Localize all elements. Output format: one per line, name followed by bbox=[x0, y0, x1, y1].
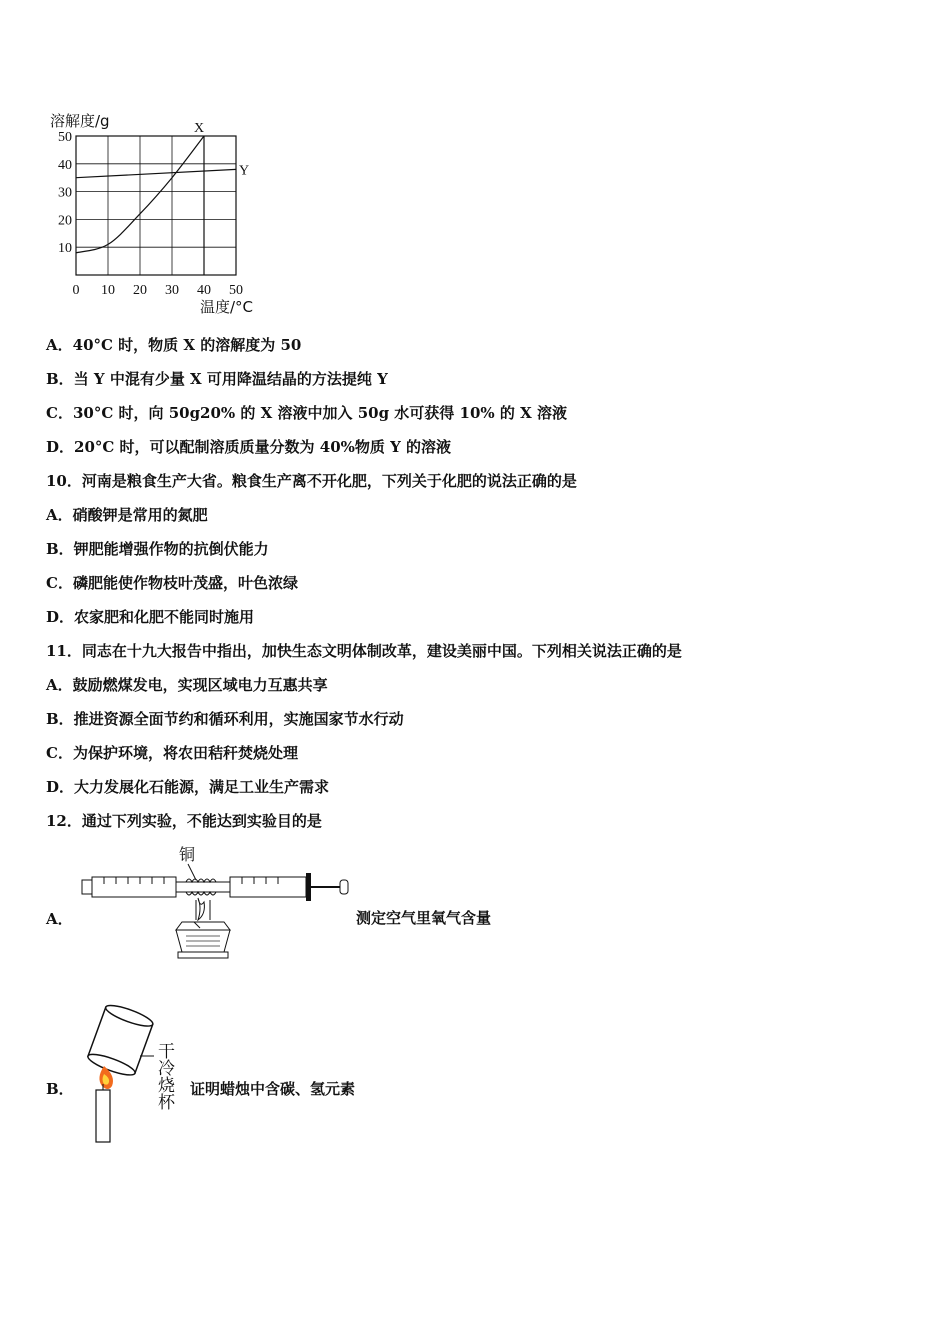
q10-option-b: B．钾肥能增强作物的抗倒伏能力 bbox=[46, 540, 269, 558]
x-tick-label: 40 bbox=[197, 283, 211, 298]
q12-stem: 12．通过下列实验，不能达到实验目的是 bbox=[46, 812, 322, 830]
solubility-chart bbox=[40, 108, 280, 323]
q9-option-d: D．20°C 时，可以配制溶质质量分数为 40%物质 Y 的溶液 bbox=[46, 438, 452, 456]
q11-option-d: D．大力发展化石能源，满足工业生产需求 bbox=[46, 778, 330, 796]
q10-stem: 10．河南是粮食生产大省。粮食生产离不开化肥，下列关于化肥的说法正确的是 bbox=[46, 472, 577, 490]
y-tick-label: 40 bbox=[58, 157, 72, 173]
y-tick-label: 10 bbox=[58, 241, 72, 257]
chart-ticks bbox=[58, 130, 243, 298]
y-tick-label: 20 bbox=[58, 213, 72, 229]
q10-option-c: C．磷肥能使作物枝叶茂盛，叶色浓绿 bbox=[46, 574, 298, 592]
y-tick-label: 50 bbox=[58, 130, 72, 145]
q11-option-a: A．鼓励燃煤发电，实现区域电力互惠共享 bbox=[46, 676, 328, 694]
x-tick-label: 0 bbox=[72, 283, 80, 298]
x-tick-label: 50 bbox=[229, 283, 243, 298]
chart-grid bbox=[76, 136, 236, 275]
series-y-line bbox=[76, 169, 236, 177]
dry-cold-beaker-label: 干冷烧杯 bbox=[154, 1042, 174, 1110]
q10-option-a: A．硝酸钾是常用的氮肥 bbox=[46, 506, 208, 524]
chart-series bbox=[76, 121, 249, 275]
y-tick-label: 30 bbox=[58, 185, 72, 201]
copper-label: 铜 bbox=[179, 845, 196, 864]
candle-beaker-diagram bbox=[74, 1004, 184, 1149]
syringe-apparatus-diagram bbox=[78, 840, 358, 970]
q10-option-d: D．农家肥和化肥不能同时施用 bbox=[46, 608, 255, 626]
y-axis-label: 溶解度/g bbox=[50, 112, 110, 130]
q12-option-b-purpose: 证明蜡烛中含碳、氢元素 bbox=[190, 1080, 356, 1098]
q9-option-b: B．当 Y 中混有少量 X 可用降温结晶的方法提纯 Y bbox=[46, 370, 388, 388]
q12-option-a-purpose: 测定空气里氧气含量 bbox=[356, 909, 492, 927]
q9-option-a: A．40°C 时，物质 X 的溶解度为 50 bbox=[46, 336, 302, 354]
series-x-label: X bbox=[194, 121, 205, 136]
q12-option-a-letter: A． bbox=[46, 910, 73, 928]
x-tick-label: 30 bbox=[165, 283, 179, 298]
plot-frame bbox=[76, 136, 236, 275]
q11-option-c: C．为保护环境，将农田秸秆焚烧处理 bbox=[46, 744, 298, 762]
x-tick-label: 10 bbox=[101, 283, 115, 298]
q11-option-b: B．推进资源全面节约和循环利用，实施国家节水行动 bbox=[46, 710, 404, 728]
x-tick-label: 20 bbox=[133, 283, 147, 298]
q12-option-b-letter: B． bbox=[46, 1080, 74, 1098]
series-y-label: Y bbox=[239, 163, 250, 179]
q11-stem: 11．同志在十九大报告中指出，加快生态文明体制改革，建设美丽中国。下列相关说法正确的是 bbox=[46, 642, 682, 660]
q9-option-c: C．30°C 时，向 50g20% 的 X 溶液中加入 50g 水可获得 10% 的 X 溶液 bbox=[46, 404, 567, 422]
x-axis-label: 温度/°C bbox=[200, 298, 254, 316]
